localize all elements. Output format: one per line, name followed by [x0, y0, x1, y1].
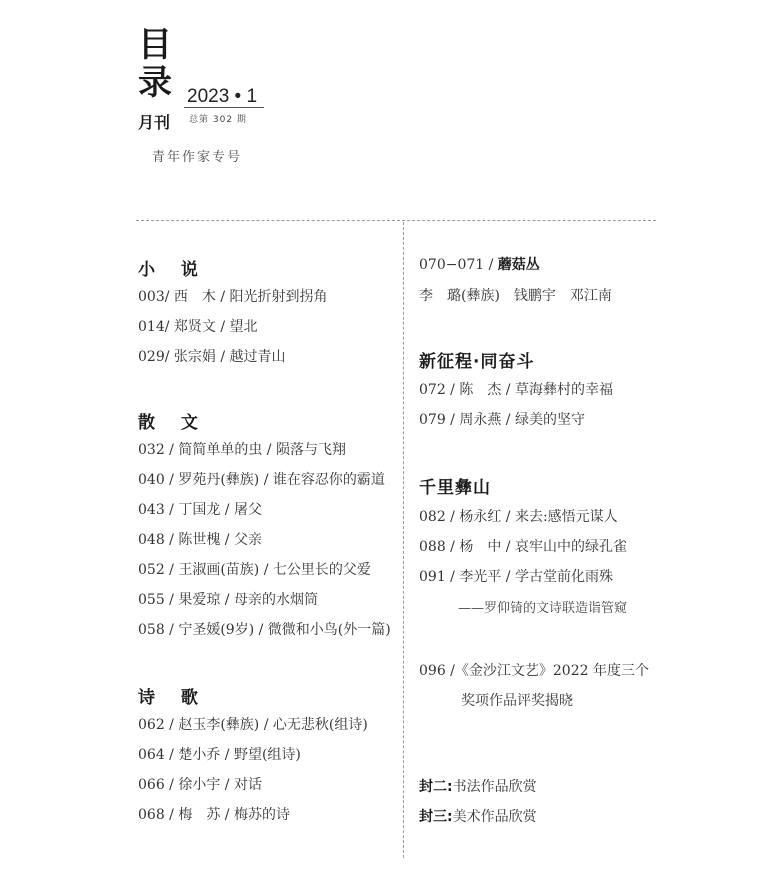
- toc-entry: 091 / 李光平 / 学古堂前化雨殊: [419, 569, 613, 585]
- award-entry-line2: 奖项作品评奖揭晓: [461, 693, 573, 709]
- toc-entry: 003/ 西 木 / 阳光折射到拐角: [138, 289, 328, 305]
- section-title-mushroom: 蘑菇丛: [497, 257, 540, 273]
- toc-entry: 048 / 陈世槐 / 父亲: [138, 532, 262, 548]
- section-title-yishan: 千里彝山: [419, 478, 491, 498]
- cover2-text: 书法作品欣赏: [452, 779, 537, 795]
- masthead-char-lu: 录: [138, 63, 172, 103]
- cover3-text: 美术作品欣赏: [452, 809, 537, 825]
- cover3-entry: [419, 806, 537, 826]
- cover2-entry: [419, 776, 537, 796]
- monthly-label: 月刊: [138, 113, 171, 132]
- toc-entry: 040 / 罗苑丹(彝族) / 谁在容忍你的霸道: [138, 472, 385, 488]
- mushroom-authors: 李 璐(彝族) 钱鹏宇 邓江南: [419, 288, 612, 304]
- toc-entry: 072 / 陈 杰 / 草海彝村的幸福: [419, 382, 613, 398]
- toc-entry: 055 / 果爱琼 / 母亲的水烟筒: [138, 592, 318, 608]
- toc-entry: 082 / 杨永红 / 来去:感悟元谋人: [419, 509, 618, 525]
- cover2-label: 封二:: [419, 779, 453, 795]
- toc-entry: 079 / 周永燕 / 绿美的坚守: [419, 412, 585, 428]
- section-title-journey: 新征程·同奋斗: [419, 352, 535, 372]
- cover3-label: 封三:: [419, 809, 453, 825]
- section-title-poetry: 诗 歌: [138, 688, 208, 708]
- toc-entry: 062 / 赵玉李(彝族) / 心无悲秋(组诗): [138, 717, 368, 733]
- total-issue: 总第 302 期: [189, 115, 247, 125]
- section-title-novel: 小 说: [138, 260, 208, 280]
- award-entry-line1: 096 /《金沙江文艺》2022 年度三个: [419, 663, 649, 679]
- mushroom-entry: [419, 254, 540, 274]
- toc-entry: 029/ 张宗娟 / 越过青山: [138, 349, 286, 365]
- toc-entry: 064 / 楚小乔 / 野望(组诗): [138, 747, 301, 763]
- mushroom-range: 070−071 /: [419, 257, 498, 273]
- toc-entry: 058 / 宁圣媛(9岁) / 微微和小鸟(外一篇): [138, 622, 391, 638]
- special-edition: 青年作家专号: [152, 150, 243, 165]
- masthead-rule: [184, 107, 264, 108]
- section-title-prose: 散 文: [138, 413, 208, 433]
- horizontal-divider: [136, 220, 656, 221]
- toc-entry-subtitle: ——罗仰锜的文诗联造诣管窥: [458, 601, 628, 616]
- toc-entry: 014/ 郑贤文 / 望北: [138, 319, 258, 335]
- masthead-char-mu: 目: [138, 25, 172, 65]
- toc-entry: 068 / 梅 苏 / 梅苏的诗: [138, 807, 290, 823]
- toc-entry: 032 / 简简单单的虫 / 陨落与飞翔: [138, 442, 346, 458]
- year-issue: 2023 • 1: [187, 86, 258, 107]
- toc-entry: 066 / 徐小宇 / 对话: [138, 777, 262, 793]
- toc-entry: 043 / 丁国龙 / 屠父: [138, 502, 262, 518]
- toc-entry: 052 / 王淑画(苗族) / 七公里长的父爱: [138, 562, 371, 578]
- vertical-divider: [403, 222, 404, 858]
- toc-entry: 088 / 杨 中 / 哀牢山中的绿孔雀: [419, 539, 627, 555]
